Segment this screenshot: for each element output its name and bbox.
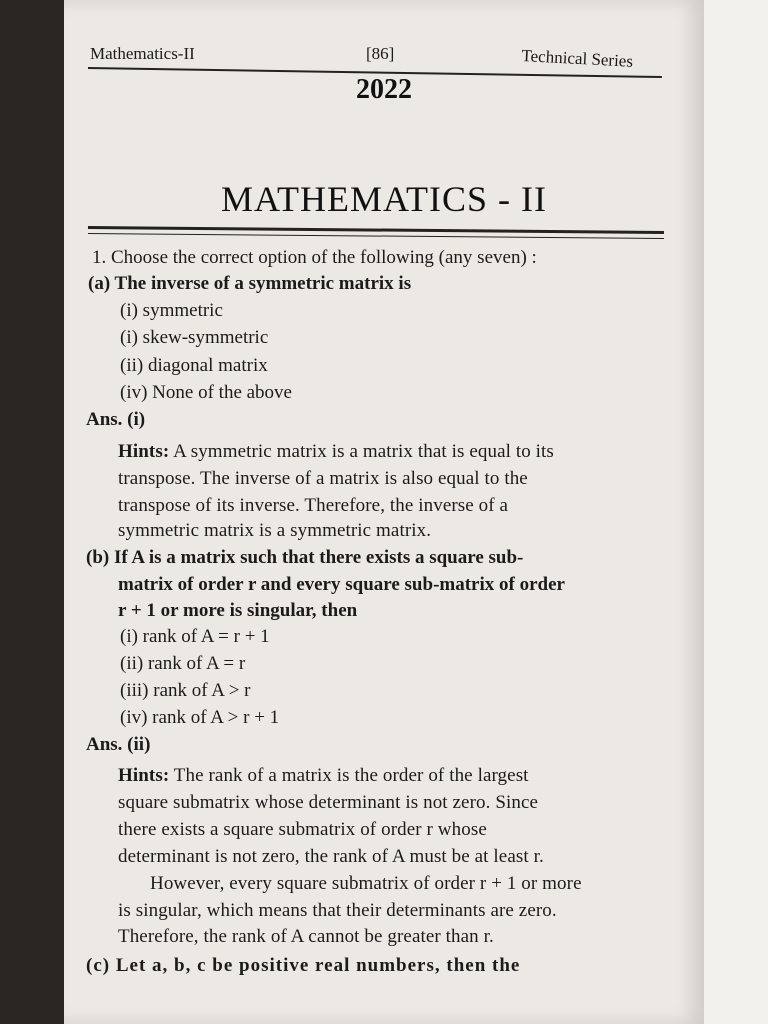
q1b-option-3: (iii) rank of A > r — [120, 680, 251, 701]
q1a-option-2: (i) skew-symmetric — [120, 327, 269, 348]
q1a-option-4: (iv) None of the above — [120, 382, 292, 403]
q1b-hint-line: determinant is not zero, the rank of A must be at least r. — [118, 846, 544, 867]
q1b-hint-line: Therefore, the rank of A cannot be greater than r. — [118, 926, 494, 947]
running-header-right: Technical Series — [521, 46, 634, 71]
paper-title: MATHEMATICS - II — [221, 179, 547, 219]
q1b-hints-label: Hints: — [118, 765, 170, 786]
q1b-question-line: (b) If A is a matrix such that there exists a square sub- — [86, 547, 524, 568]
q1-instruction: 1. Choose the correct option of the following (any seven) : — [92, 247, 537, 268]
right-page-edge — [704, 0, 768, 1024]
q1b-question-line: r + 1 or more is singular, then — [118, 600, 358, 621]
q1b-hint-line: However, every square submatrix of order r + 1 or more — [150, 873, 582, 894]
q1a-option-3: (ii) diagonal matrix — [120, 355, 268, 376]
q1a-hint-line: transpose of its inverse. Therefore, the inverse of a — [118, 495, 509, 516]
page-number: [86] — [366, 44, 395, 63]
q1b-hint-line: is singular, which means that their determinants are zero. — [118, 900, 557, 921]
year-heading: 2022 — [356, 74, 412, 105]
q1a-hint-line: symmetric matrix is a symmetric matrix. — [118, 520, 432, 541]
q1b-option-1: (i) rank of A = r + 1 — [120, 626, 270, 647]
q1b-hint-line: square submatrix whose determinant is not zero. Since — [118, 792, 539, 813]
q1b-option-2: (ii) rank of A = r — [120, 653, 246, 674]
q1a-answer: Ans. (i) — [86, 409, 146, 430]
q1b-hint-line: there exists a square submatrix of order r whose — [118, 819, 487, 840]
left-dark-border — [0, 0, 64, 1024]
q1b-answer: Ans. (ii) — [86, 734, 151, 755]
q1b-hint-line: The rank of a matrix is the order of the largest — [173, 765, 529, 786]
q1b-question-line: matrix of order r and every square sub-matrix of order — [118, 574, 565, 595]
q1c-question: (c) Let a, b, c be positive real numbers, then the — [86, 955, 521, 976]
q1a-hints-label: Hints: — [118, 441, 170, 462]
running-header-left: Mathematics-II — [90, 44, 195, 63]
q1a-hint-line: transpose. The inverse of a matrix is also equal to the — [118, 468, 528, 489]
q1a-option-1: (i) symmetric — [120, 300, 223, 321]
q1b-option-4: (iv) rank of A > r + 1 — [120, 707, 280, 728]
q1a-hint-line: A symmetric matrix is a matrix that is equal to its — [173, 441, 554, 462]
q1a-question: (a) The inverse of a symmetric matrix is — [88, 273, 412, 294]
